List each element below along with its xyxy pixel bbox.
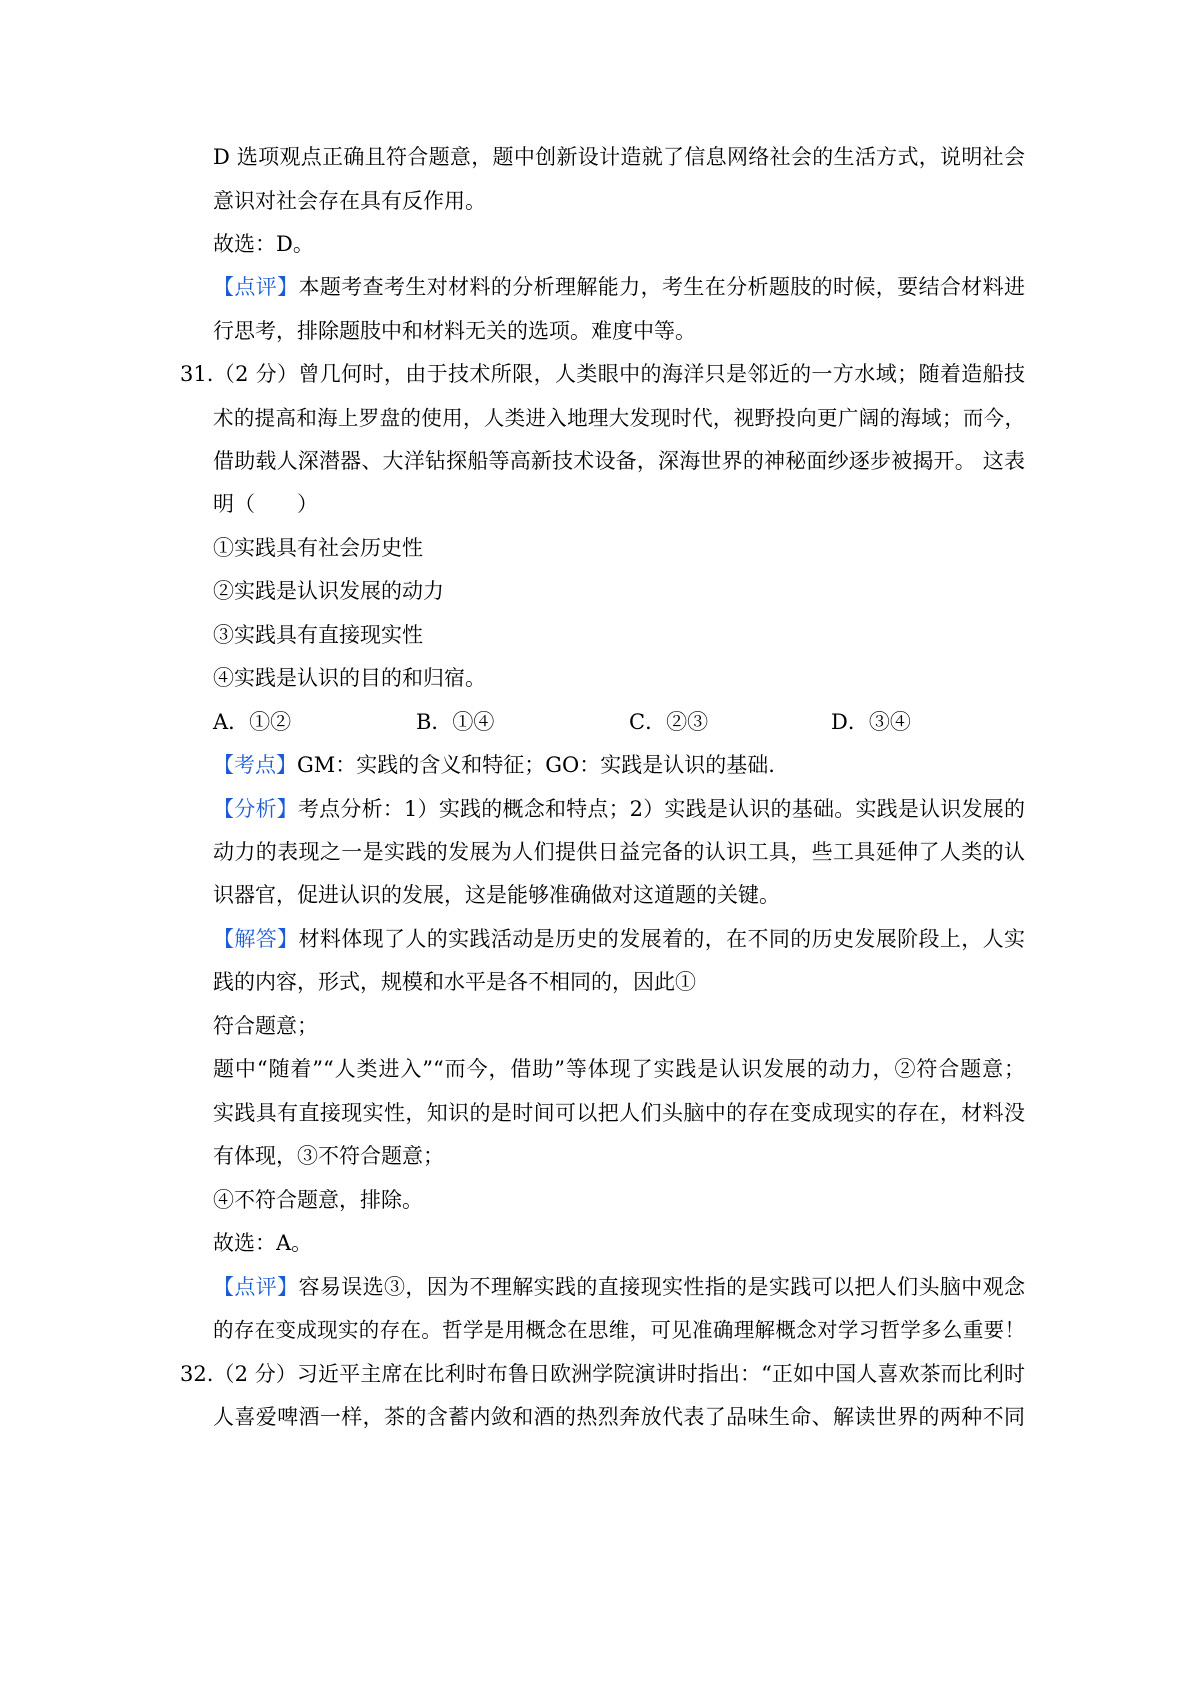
q31-jieda-line: 践的内容，形式，规模和水平是各不相同的，因此① <box>213 970 696 994</box>
fenxi-tag: 【分析】 <box>213 797 298 821</box>
prev-answer-line: 意识对社会存在具有反作用。 <box>213 189 486 213</box>
q31-fenxi-line: 识器官，促进认识的发展，这是能够准确做对这道题的关键。 <box>213 883 780 907</box>
prev-comment-line: 行思考，排除题肢中和材料无关的选项。难度中等。 <box>213 319 696 343</box>
jieda-tag: 【解答】 <box>213 927 299 951</box>
q31-jieda-line: 符合题意； <box>213 1014 318 1038</box>
q31-statement: ②实践是认识发展的动力 <box>213 579 444 603</box>
q32-stem-line: 32.（2 分）习近平主席在比利时布鲁日欧洲学院演讲时指出：“正如中国人喜欢茶而比利时 <box>180 1362 1025 1386</box>
kaodian-tag: 【考点】 <box>213 753 297 777</box>
prev-comment-line <box>213 272 1025 302</box>
q31-jieda-line: ④不符合题意，排除。 <box>213 1188 423 1212</box>
jieda-text: 材料体现了人的实践活动是历史的发展着的，在不同的历史发展阶段上，人实 <box>298 927 1025 951</box>
prev-answer-line: D 选项观点正确且符合题意，题中创新设计造就了信息网络社会的生活方式，说明社会 <box>213 145 1025 169</box>
q31-fenxi-line <box>213 794 1025 824</box>
comment-tag: 【点评】 <box>213 275 299 299</box>
q31-statement: ④实践是认识的目的和归宿。 <box>213 666 486 690</box>
q32-stem-line: 人喜爱啤酒一样，茶的含蓄内敛和酒的热烈奔放代表了品味生命、解读世界的两种不同 <box>213 1405 1025 1429</box>
q31-kaodian <box>213 750 1025 780</box>
kaodian-text: GM：实践的含义和特征；GO：实践是认识的基础. <box>297 753 775 777</box>
q31-stem-line: 术的提高和海上罗盘的使用，人类进入地理大发现时代，视野投向更广阔的海域；而今， <box>213 406 1025 430</box>
q31-jieda-line: 题中“随着”“人类进入”“而今，借助”等体现了实践是认识发展的动力，②符合题意； <box>213 1057 1025 1081</box>
dianping-tag: 【点评】 <box>213 1275 299 1299</box>
dianping-text: 容易误选③，因为不理解实践的直接现实性指的是实践可以把人们头脑中观念 <box>298 1275 1025 1299</box>
q31-statement: ③实践具有直接现实性 <box>213 623 423 647</box>
q31-option-d: D．③④ <box>831 710 911 734</box>
q31-fenxi-line: 动力的表现之一是实践的发展为人们提供日益完备的认识工具，些工具延伸了人类的认 <box>213 840 1025 864</box>
q31-option-a: A．①② <box>213 710 292 734</box>
q31-jieda-line <box>213 924 1025 954</box>
q31-option-c: C．②③ <box>629 710 709 734</box>
fenxi-text: 考点分析：1）实践的概念和特点；2）实践是认识的基础。实践是认识发展的 <box>297 797 1026 821</box>
q31-stem-line: 31.（2 分）曾几何时，由于技术所限，人类眼中的海洋只是邻近的一方水域；随着造船技 <box>180 362 1025 386</box>
comment-text: 本题考查考生对材料的分析理解能力，考生在分析题肢的时候，要结合材料进 <box>298 275 1025 299</box>
prev-conclusion: 故选：D。 <box>213 232 314 256</box>
q31-jieda-line: 实践具有直接现实性，知识的是时间可以把人们头脑中的存在变成现实的存在，材料没 <box>213 1101 1025 1125</box>
q31-dianping-line: 的存在变成现实的存在。哲学是用概念在思维，可见准确理解概念对学习哲学多么重要！ <box>213 1318 1025 1342</box>
q31-statement: ①实践具有社会历史性 <box>213 536 423 560</box>
q31-dianping-line <box>213 1272 1025 1302</box>
q31-stem-line: 借助载人深潜器、大洋钻探船等高新技术设备，深海世界的神秘面纱逐步被揭开。 这表 <box>213 449 1025 473</box>
q31-conclusion: 故选：A。 <box>213 1231 313 1255</box>
q31-stem-line: 明（ ） <box>213 492 318 516</box>
q31-option-b: B．①④ <box>416 710 495 734</box>
q31-jieda-line: 有体现，③不符合题意； <box>213 1144 444 1168</box>
